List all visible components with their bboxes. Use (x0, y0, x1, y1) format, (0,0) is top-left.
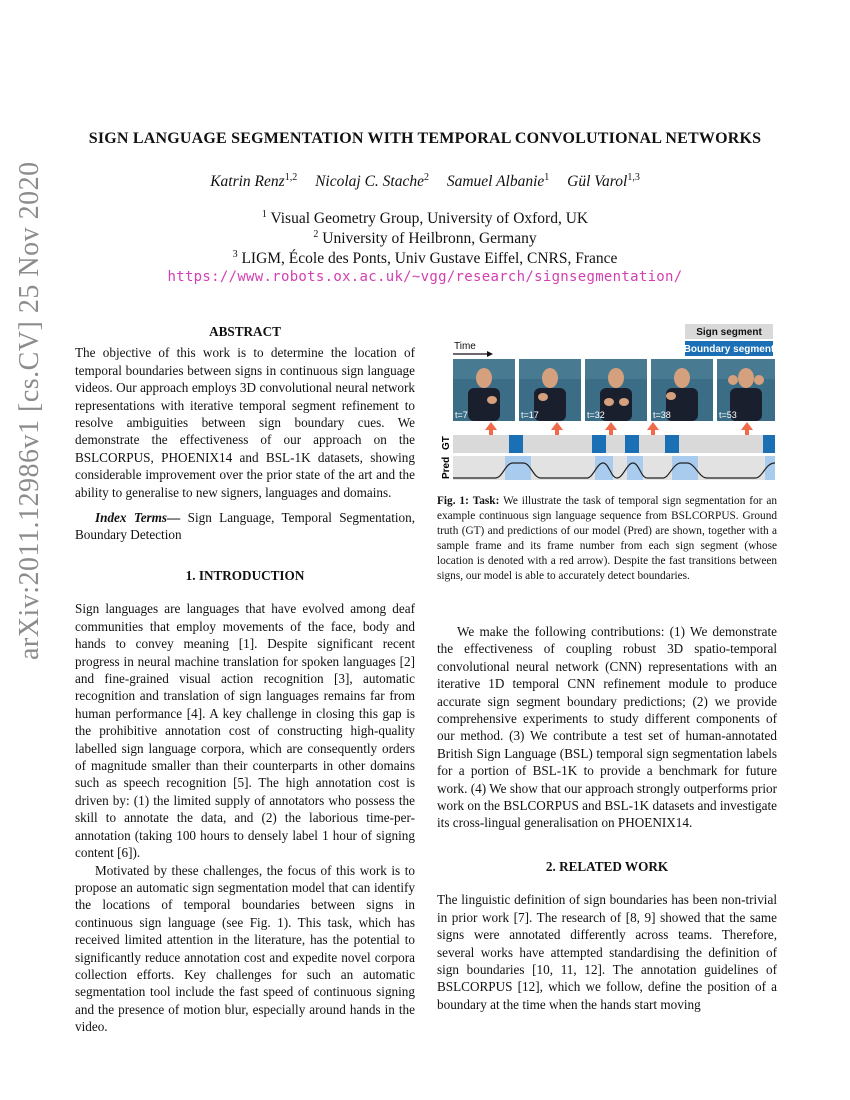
affiliation-text: University of Heilbronn, Germany (322, 230, 537, 248)
intro-paragraph-1: Sign languages are languages that have evolved among deaf communities that employ movements of the face, body and hands to convey meaning [1]. Despite significant recent progress in neural machine translation for spoken languages [2] and fine-grained visual action recognition [3], automatic recognition and translation of sign languages remains far from human performance [4]. A key challenge in closing this gap is the prohibitive annotation cost of constructing high-quality labelled sign language corpora, which are consequently orders of magnitude smaller than their counterparts in other domains such as speech recognition [5]. The high annotation cost is driven by: (1) the limited supply of annotators who possess the skill to annotate the data, and (2) the laborious time-per-annotation (taking 100 hours to densely label 1 hour of signing content [6]). (75, 601, 415, 861)
related-work-text: The linguistic definition of sign boundaries has been non-trivial in prior work [7]. The research of [8, 9] showed that the same signs were annotated differently across teams. Therefore, several works have attempted standardising the definition of sign boundaries [10, 11, 12]. The annotation guidelines of BSLCORPUS [12], which we follow, define the position of a boundary at the time when the hands start moving (437, 892, 777, 1012)
affiliation-sup: 3 (232, 249, 238, 260)
frame-label: t=7 (455, 410, 468, 420)
sign-location-arrow (485, 422, 753, 436)
caption-text: We illustrate the task of temporal sign segmentation for an example continuous sign language sequence from BSLCORPUS. Ground truth (GT) and predictions of our model (Pred) are shown, together with a sample frame and its frame number from each sign segment (whose location is denoted with a red arrow). Despite the fast transitions between signs, our model is able to accurately detect boundaries. (437, 495, 778, 582)
frame-label: t=38 (653, 410, 671, 420)
affiliation (0, 249, 850, 268)
index-terms-label: Index Terms— (95, 510, 181, 526)
frame-label: t=53 (719, 410, 737, 420)
video-frame (717, 359, 775, 421)
affiliation (0, 209, 850, 228)
video-frame (519, 359, 581, 421)
affiliation-text: Visual Geometry Group, University of Oxford, UK (270, 210, 589, 228)
project-url-link[interactable]: https://www.robots.ox.ac.uk/~vgg/research/signsegmentation/ (167, 269, 683, 285)
legend-sign-label: Sign segment (696, 327, 762, 338)
related-work-heading: 2. RELATED WORK (545, 859, 669, 874)
paper-title: SIGN LANGUAGE SEGMENTATION WITH TEMPORAL CONVOLUTIONAL NETWORKS (88, 130, 762, 147)
figure-1 (437, 322, 777, 482)
author-name: Samuel Albanie (446, 173, 545, 191)
intro-paragraph-2: Motivated by these challenges, the focus of this work is to propose an automatic sign segmentation model that can identify the locations of temporal boundaries between signs in continuous sign language (see Fig. 1). This task, which has received limited attention in the literature, has the potential to significantly reduce annotation cost and expedite novel corpora collection efforts. Key challenges for such an automatic segmentation tool include the fast speed of continuous signing and the presence of motion blur, especially around hands in the video. (75, 862, 415, 1035)
figure-caption: Fig. 1: Task: We illustrate the task of temporal sign segmentation for an example continuous sign language sequence from BSLCORPUS. Ground truth (GT) and predictions of our model (Pred) are shown, together with a sample frame and its frame number from each sign segment (whose location is denoted with a red arrow). Despite the fast transitions between signs, our model is able to accurately detect boundaries. (437, 495, 778, 582)
author-sup: 2 (423, 172, 429, 183)
author (567, 173, 640, 190)
caption-label: Fig. 1 (437, 495, 466, 507)
author (315, 173, 429, 190)
index-terms-text: Sign Language, Temporal Segmentation, Boundary Detection (75, 510, 416, 543)
intro-heading: 1. INTRODUCTION (185, 568, 305, 583)
abstract-section (75, 323, 415, 544)
author-list (0, 172, 850, 191)
related-work-section (437, 858, 777, 1013)
introduction-section (75, 567, 415, 1036)
gt-sign-track (453, 435, 775, 453)
legend-boundary-label: Boundary segment (683, 344, 775, 355)
affiliation-sup: 2 (313, 229, 319, 240)
gt-row-label: GT (441, 436, 452, 450)
contributions-paragraph (437, 623, 777, 832)
time-arrow-head (487, 351, 493, 357)
figure-svg (437, 322, 777, 482)
author-sup: 1,2 (284, 172, 298, 183)
affiliation (0, 229, 850, 248)
video-frame (651, 359, 713, 421)
contributions-text: We make the following contributions: (1) We demonstrate the effectiveness of coupling robust 3D spatio-temporal convolutional neural network (CNN) representations with an iterative 1D temporal CNN refinement module to produce accurate sign segment boundary predictions; (2) we provide comprehensive experiments to study different components of our method. (3) We contribute a test set of human-annotated British Sign Language (BSL) temporal sign segmentation labels for a portion of BSL-1K to provide a benchmark for future work. (4) We show that our approach strongly outperforms prior work on the BSLCORPUS and BSL-1K datasets and investigate its cross-lingual generalisation on PHOENIX14. (437, 624, 777, 831)
author-sup: 1,3 (627, 172, 640, 183)
abstract-heading: ABSTRACT (209, 324, 281, 339)
author-name: Katrin Renz (210, 173, 285, 191)
author-sup: 1 (544, 172, 550, 183)
author (447, 173, 549, 190)
video-frame (453, 359, 515, 421)
affiliation-text: LIGM, École des Ponts, Univ Gustave Eiffel, CNRS, France (241, 250, 618, 268)
affiliation-sup: 1 (261, 209, 267, 220)
author (210, 173, 297, 190)
index-terms (75, 509, 415, 544)
frame-label: t=17 (521, 410, 539, 420)
time-label: Time (454, 341, 476, 352)
frame-label: t=32 (587, 410, 605, 420)
caption-task-label: Task: (472, 495, 500, 507)
author-name: Nicolaj C. Stache (315, 173, 424, 191)
arxiv-stamp: arXiv:2011.12986v1 [cs.CV] 25 Nov 2020 (14, 161, 45, 660)
video-frame (585, 359, 647, 421)
author-name: Gül Varol (567, 173, 628, 191)
abstract-text: The objective of this work is to determine the location of temporal boundaries between signs in continuous sign language videos. Our approach employs 3D convolutional neural network representations with iterative temporal segment refinement to resolve ambiguities between sign boundary cues. We demonstrate the effectiveness of our approach on the BSLCORPUS, PHOENIX14 and BSL-1K datasets, showing considerable improvement over the prior state of the art and the ability to generalise to new signers, languages and domains. (75, 345, 415, 500)
pred-row-label: Pred (441, 456, 452, 479)
